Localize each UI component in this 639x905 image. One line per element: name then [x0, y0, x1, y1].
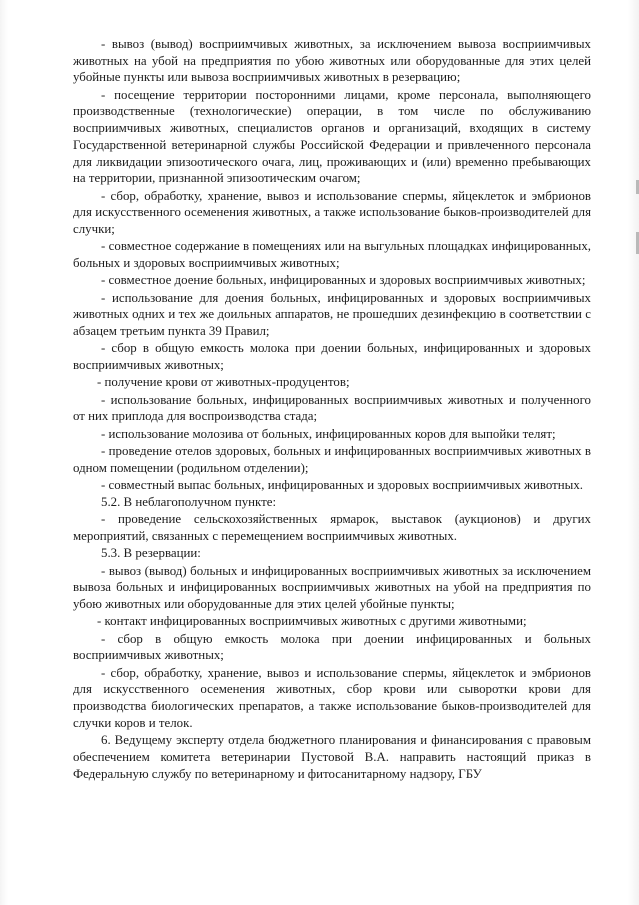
section-heading: 5.2. В неблагополучном пункте: — [101, 495, 277, 510]
paragraph: 6. Ведущему эксперту отдела бюджетного планирования и финансирования с правовым обеспечением комитета ветеринарии Пустовой В.А. направить настоящий приказ в Федеральную службу по ветеринарному и фитосанитарному надзору, ГБУ — [73, 733, 591, 781]
paragraph: - использование для доения больных, инфицированных и здоровых восприимчивых животных одних и тех же доильных аппаратов, не прошедших дезинфекцию в соответствии с абзацем третьим пункта 39 Правил; — [73, 290, 591, 338]
paragraph: - совместное содержание в помещениях или на выгульных площадках инфицированных, больных и здоровых восприимчивых животных; — [73, 239, 591, 270]
paragraph: - вывоз (вывод) больных и инфицированных восприимчивых животных за исключением вывоза больных и инфицированных восприимчивых животных на убой на предприятия по убою животных или оборудованные для этих целей убойные пункты; — [73, 563, 591, 612]
paragraph: - сбор, обработку, хранение, вывоз и использование спермы, яйцеклеток и эмбрионов для искусственного осеменения животных, сбор крови или сыворотки крови для производства биологических препаратов, а также использование быков-производителей для случки коров и телок. — [73, 665, 591, 730]
paragraph: - сбор, обработку, хранение, вывоз и использование спермы, яйцеклеток и эмбрионов для искусственного осеменения животных, а также использование быков-производителей для случки; — [73, 188, 591, 236]
paragraph: - использование больных, инфицированных восприимчивых животных и полученного от них приплода для воспроизводства стада; — [73, 392, 591, 424]
paragraph: - контакт инфицированных восприимчивых животных с другими животными; — [97, 614, 527, 629]
paragraph: - сбор в общую емкость молока при доении больных, инфицированных и здоровых восприимчивых животных; — [73, 341, 591, 372]
paragraph: - проведение сельскохозяйственных ярмарок, выставок (аукционов) и других мероприятий, связанных с перемещением восприимчивых животных. — [73, 512, 591, 544]
paragraph: - проведение отелов здоровых, больных и инфицированных восприимчивых животных в одном помещении (родильном отделении); — [73, 443, 591, 475]
paragraph: - посещение территории посторонними лицами, кроме персонала, выполняющего производственные (технологические) операции, в том числе по обслуживанию восприимчивых животных, специалистов органов и организаций, входящих в систему Государственной ветеринарной службы Российской Федерации и привлеченного персонала для ликвидации эпизоотического очага, лиц, проживающих и (или) временно пребывающих на территории, признанной эпизоотическим очагом; — [73, 87, 591, 186]
paragraph: - совместный выпас больных, инфицированных и здоровых восприимчивых животных. — [101, 477, 584, 492]
paragraph: - получение крови от животных-продуцентов; — [97, 375, 350, 390]
paragraph: - совместное доение больных, инфицированных и здоровых восприимчивых животных; — [101, 273, 586, 288]
paragraph: - вывоз (вывод) восприимчивых животных, за исключением вывоза восприимчивых животных на убой на предприятия по убою животных или оборудованные для этих целей убойные пункты или вывоза восприимчивых животных в резервацию; — [73, 37, 591, 85]
paragraph: - сбор в общую емкость молока при доении инфицированных и больных восприимчивых животных; — [73, 631, 591, 663]
section-heading: 5.3. В резервации: — [101, 546, 201, 561]
document-body — [73, 36, 591, 783]
paragraph: - использование молозива от больных, инфицированных коров для выпойки телят; — [101, 426, 556, 441]
